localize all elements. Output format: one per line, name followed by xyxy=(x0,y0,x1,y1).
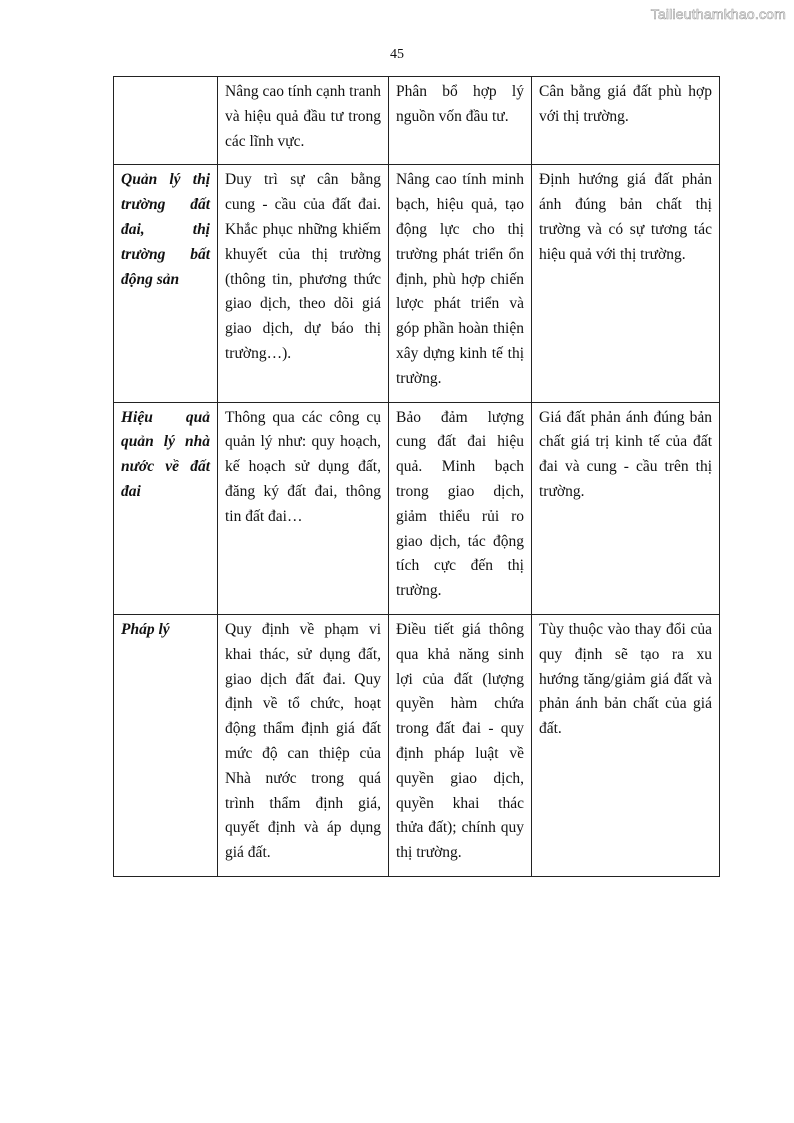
table-cell: Giá đất phản ánh đúng bản chất giá trị kinh tế của đất đai và cung - cầu trên thị trường. xyxy=(532,402,720,614)
table-row xyxy=(114,165,720,402)
table-cell: Nâng cao tính cạnh tranh và hiệu quả đầu tư trong các lĩnh vực. xyxy=(218,77,389,165)
watermark: Tailieuthamkhao.com xyxy=(650,6,786,22)
table-row xyxy=(114,402,720,614)
table-cell: Tùy thuộc vào thay đổi của quy định sẽ tạo ra xu hướng tăng/giảm giá đất và phản ánh bản chất của giá đất. xyxy=(532,614,720,876)
table-cell: Thông qua các công cụ quản lý như: quy hoạch, kế hoạch sử dụng đất, đăng ký đất đai, thông tin đất đai… xyxy=(218,402,389,614)
row-header-cell: Pháp lý xyxy=(114,614,218,876)
row-header-cell xyxy=(114,77,218,165)
table-row xyxy=(114,77,720,165)
table-cell: Quy định về phạm vi khai thác, sử dụng đất, giao dịch đất đai. Quy định về tổ chức, hoạt động thẩm định giá đất mức độ can thiệp của Nhà nước trong quá trình thẩm định giá, quyết định và áp dụng giá đất. xyxy=(218,614,389,876)
table-cell: Cân bằng giá đất phù hợp với thị trường. xyxy=(532,77,720,165)
table-row xyxy=(114,614,720,876)
content-table xyxy=(113,76,720,877)
table-cell: Phân bổ hợp lý nguồn vốn đầu tư. xyxy=(389,77,532,165)
table-cell: Duy trì sự cân bằng cung - cầu của đất đai. Khắc phục những khiếm khuyết của thị trường (thông tin, phương thức giao dịch, theo dõi giá giao dịch, dự báo thị trường…). xyxy=(218,165,389,402)
row-header-cell: Hiệu quả quản lý nhà nước về đất đai xyxy=(114,402,218,614)
table-cell: Định hướng giá đất phản ánh đúng bản chất thị trường và có sự tương tác hiệu quả với thị trường. xyxy=(532,165,720,402)
table-cell: Bảo đảm lượng cung đất đai hiệu quả. Minh bạch trong giao dịch, giảm thiểu rủi ro giao dịch, tác động tích cực đến thị trường. xyxy=(389,402,532,614)
page-number: 45 xyxy=(390,47,404,62)
table-cell: Nâng cao tính minh bạch, hiệu quả, tạo động lực cho thị trường phát triển ổn định, phù hợp chiến lược phát triển và góp phần hoàn thiện xây dựng kinh tế thị trường. xyxy=(389,165,532,402)
table-cell: Điều tiết giá thông qua khả năng sinh lợi của đất (lượng quyền hàm chứa trong đất đai - quy định pháp luật về quyền giao dịch, quyền khai thác thửa đất); chính quy thị trường. xyxy=(389,614,532,876)
row-header-cell: Quản lý thị trường đất đai, thị trường bất động sản xyxy=(114,165,218,402)
